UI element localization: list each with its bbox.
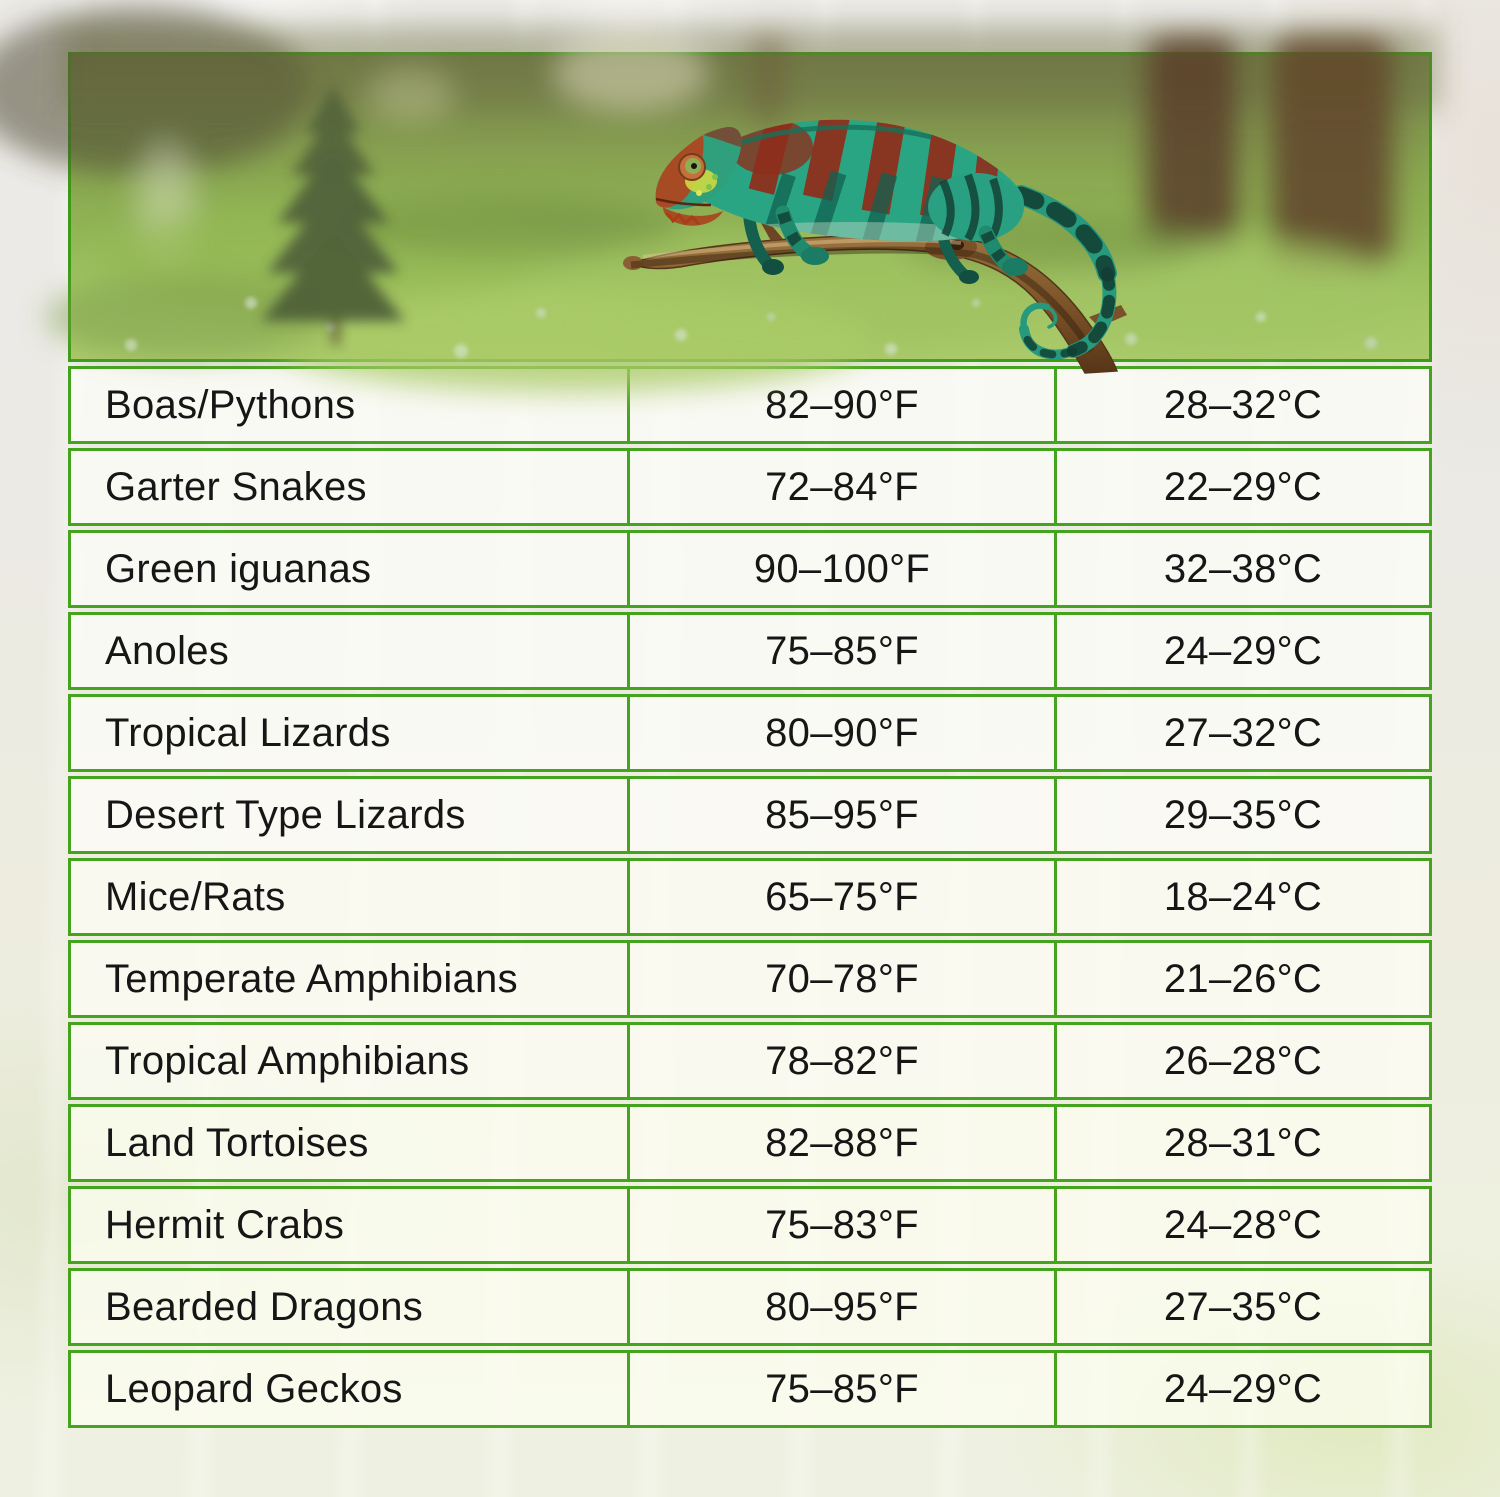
table-row (68, 940, 1432, 1018)
celsius-cell: 27–32°C (1054, 697, 1429, 769)
table-row (68, 694, 1432, 772)
species-cell: Tropical Amphibians (105, 1039, 470, 1083)
celsius-cell: 18–24°C (1054, 861, 1429, 933)
temperature-table (68, 366, 1432, 1428)
tree-trunk (1146, 35, 1238, 250)
celsius-cell: 27–35°C (1054, 1271, 1429, 1343)
fahrenheit-cell: 78–82°F (627, 1025, 1054, 1097)
species-cell: Desert Type Lizards (105, 793, 466, 837)
species-cell: Tropical Lizards (105, 711, 391, 755)
species-cell: Land Tortoises (105, 1121, 369, 1165)
table-row (68, 448, 1432, 526)
celsius-cell: 32–38°C (1054, 533, 1429, 605)
species-cell: Temperate Amphibians (105, 957, 518, 1001)
celsius-cell: 26–28°C (1054, 1025, 1429, 1097)
celsius-cell: 24–29°C (1054, 615, 1429, 687)
fahrenheit-cell: 75–85°F (627, 615, 1054, 687)
fahrenheit-cell: 82–88°F (627, 1107, 1054, 1179)
fahrenheit-cell: 85–95°F (627, 779, 1054, 851)
tree-trunk (1271, 35, 1393, 270)
table-row (68, 612, 1432, 690)
species-cell: Garter Snakes (105, 465, 367, 509)
celsius-cell: 28–32°C (1054, 369, 1429, 441)
celsius-cell: 22–29°C (1054, 451, 1429, 523)
table-row (68, 530, 1432, 608)
celsius-cell: 29–35°C (1054, 779, 1429, 851)
fahrenheit-cell: 90–100°F (627, 533, 1054, 605)
table-row (68, 1022, 1432, 1100)
celsius-cell: 21–26°C (1054, 943, 1429, 1015)
celsius-cell: 24–29°C (1054, 1353, 1429, 1425)
table-row (68, 1104, 1432, 1182)
fahrenheit-cell: 82–90°F (627, 369, 1054, 441)
fahrenheit-cell: 70–78°F (627, 943, 1054, 1015)
fahrenheit-cell: 80–95°F (627, 1271, 1054, 1343)
fahrenheit-cell: 65–75°F (627, 861, 1054, 933)
fahrenheit-cell: 80–90°F (627, 697, 1054, 769)
table-row (68, 776, 1432, 854)
species-cell: Leopard Geckos (105, 1367, 403, 1411)
celsius-cell: 24–28°C (1054, 1189, 1429, 1261)
species-cell: Boas/Pythons (105, 383, 356, 427)
celsius-cell: 28–31°C (1054, 1107, 1429, 1179)
fahrenheit-cell: 75–83°F (627, 1189, 1054, 1261)
table-row (68, 1186, 1432, 1264)
fahrenheit-cell: 72–84°F (627, 451, 1054, 523)
fahrenheit-cell: 75–85°F (627, 1353, 1054, 1425)
species-cell: Hermit Crabs (105, 1203, 345, 1247)
table-row (68, 1350, 1432, 1428)
chameleon-illustration (71, 55, 1429, 359)
species-cell: Anoles (105, 629, 230, 673)
table-row (68, 858, 1432, 936)
table-row (68, 1268, 1432, 1346)
species-cell: Green iguanas (105, 547, 372, 591)
species-cell: Mice/Rats (105, 875, 286, 919)
species-cell: Bearded Dragons (105, 1285, 424, 1329)
chameleon-photo (68, 52, 1432, 362)
